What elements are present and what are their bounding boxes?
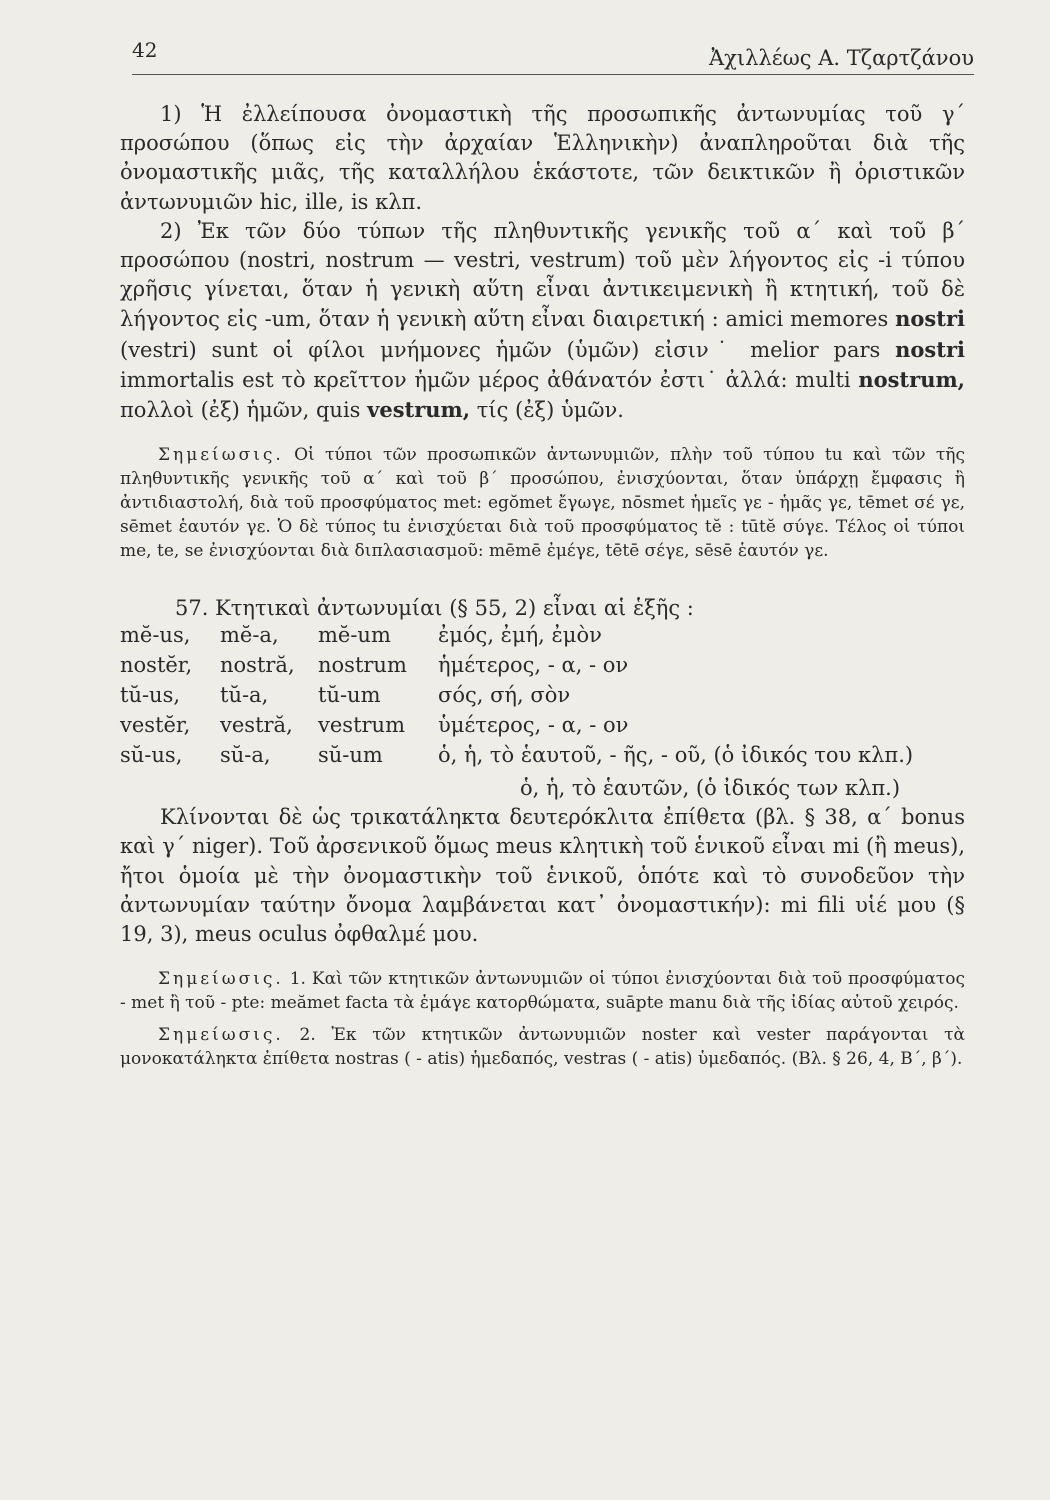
table-row xyxy=(120,743,913,773)
page-body xyxy=(120,100,965,1071)
greek-equivalent: ὑμέτερος, - α, - ον xyxy=(438,713,629,738)
masc-form: vestĕr, xyxy=(120,713,191,738)
section-57-heading: 57. Κτητικαὶ ἀντωνυμίαι (§ 55, 2) εἶναι αἱ ἑξῆς : xyxy=(175,596,694,621)
masc-form: tŭ-us, xyxy=(120,683,181,708)
fem-form: vestră, xyxy=(220,713,293,738)
paragraph-57-declension: Κλίνονται δὲ ὡς τρικατάληκτα δευτερόκλιτα ἐπίθετα (βλ. § 38, α΄ bonus καὶ γ΄ niger). Τοῦ ἀρσενικοῦ ὅμως meus κλητικὴ τοῦ ἑνικοῦ εἶναι mi (ἢ meus), ἤτοι ὁμοία μὲ τὴν ὀνομαστικὴν τοῦ ἑνικοῦ, ὁπότε καὶ τὸ συνοδεῦον τὴν ἀντωνυμίαν ταύτην ὄνομα λαμβάνεται κατ᾽ ὀνομαστικήν): mi fili υἱέ μου (§ 19, 3), meus oculus ὀφθαλμέ μου. xyxy=(120,805,965,947)
greek-equivalent: σός, σή, σὸν xyxy=(438,683,571,708)
note-2-label: Σημείωσις. xyxy=(158,969,284,990)
bold-nostri-2: nostri xyxy=(895,336,965,362)
paragraph-1: 1) Ἡ ἐλλείπουσα ὀνομαστικὴ τῆς προσωπικῆς ἀντωνυμίας τοῦ γ΄ προσώπου (ὅπως εἰς τὴν ἀρχαίαν Ἑλληνικὴν) ἀναπληροῦται διὰ τῆς ὀνομαστικῆς μιᾶς, τῆς καταλλήλου ἑκάστοτε, τῶν δεικτικῶν ἢ ὁριστικῶν ἀντωνυμιῶν hic, ille, is κλπ. xyxy=(120,102,965,214)
greek-equivalent: ἐμός, ἐμή, ἐμὸν xyxy=(438,623,602,648)
neut-form: tŭ-um xyxy=(318,683,381,708)
masc-form: mĕ-us, xyxy=(120,623,191,648)
table-row xyxy=(120,683,913,713)
note-2 xyxy=(120,967,965,1015)
note-1 xyxy=(120,443,965,563)
paragraph-2 xyxy=(120,217,965,425)
neut-form: vestrum xyxy=(318,713,405,738)
fem-form: sŭ-a, xyxy=(220,743,271,768)
paragraph-2-text-c: immortalis est τὸ κρεῖττον ἡμῶν μέρος ἀθάνατόν ἐστι˙ ἀλλά: multi xyxy=(120,367,859,392)
plural-reflexive-line: ὁ, ἡ, τὸ ἑαυτῶν, (ὁ ἰδικός των κλπ.) xyxy=(520,776,901,801)
neut-form: mĕ-um xyxy=(318,623,391,648)
greek-equivalent: ὁ, ἡ, τὸ ἑαυτοῦ, - ῆς, - οῦ, (ὁ ἰδικός του κλπ.) xyxy=(438,743,914,768)
fem-form: tŭ-a, xyxy=(220,683,269,708)
bold-nostri-1: nostri xyxy=(895,306,965,332)
fem-form: mĕ-a, xyxy=(220,623,279,648)
table-row xyxy=(120,623,913,653)
paragraph-2-text-a: 2) Ἐκ τῶν δύο τύπων τῆς πληθυντικῆς γενικῆς τοῦ α΄ καὶ τοῦ β΄ προσώπου (nostri, nostrum — vestri, vestrum) τοῦ μὲν λήγοντος εἰς -i τύπου χρῆσις γίνεται, ὅταν ἡ γενικὴ αὕτη εἶναι ἀντικειμενικὴ ἢ κτητική, τοῦ δὲ λήγοντος εἰς -um, ὅταν ἡ γενικὴ αὕτη εἶναι διαιρετική : amici memores xyxy=(120,218,965,332)
note-2-text: 1. Καὶ τῶν κτητικῶν ἀντωνυμιῶν οἱ τύποι ἐνισχύονται διὰ τοῦ προσφύματος - met ἢ τοῦ - pte: meămet facta τὰ ἐμάγε κατορθώματα, suāpte manu διὰ τῆς ἰδίας αὐτοῦ χειρός. xyxy=(120,969,965,1014)
paragraph-2-text-d: πολλοὶ (ἐξ) ἡμῶν, quis xyxy=(120,398,368,423)
header-rule xyxy=(132,74,974,75)
paragraph-2-text-e: τίς (ἐξ) ὑμῶν. xyxy=(470,398,624,423)
neut-form: sŭ-um xyxy=(318,743,383,768)
table-row xyxy=(120,653,913,683)
note-1-text: Οἱ τύποι τῶν προσωπικῶν ἀντωνυμιῶν, πλὴν τοῦ τύπου tu καὶ τῶν τῆς πληθυντικῆς γενικῆς τοῦ α΄ καὶ τοῦ β΄ προσώπου, ἐνισχύονται, ὅταν ὑπάρχῃ ἔμφασις ἢ ἀντιδιαστολή, διὰ τοῦ προσφύματος met: egŏmet ἔγωγε, nōsmet ἡμεῖς γε - ἡμᾶς γε, tēmet σέ γε, sēmet ἑαυτόν γε. Ὁ δὲ τύπος tu ἐνισχύεται διὰ τοῦ προσφύματος tĕ : tūtĕ σύγε. Τέλος οἱ τύποι me, te, se ἐνισχύονται διὰ διπλασιασμοῦ: mēmē ἐμέγε, tētē σέγε, sēsē ἑαυτόν γε. xyxy=(120,445,965,562)
note-3-label: Σημείωσις. xyxy=(158,1025,284,1046)
bold-nostrum: nostrum, xyxy=(858,366,965,392)
paragraph-2-text-b: (vestri) sunt οἱ φίλοι μνήμονες ἡμῶν (ὑμῶν) εἰσιν˙ melior pars xyxy=(120,337,896,362)
note-3 xyxy=(120,1023,965,1071)
page-header xyxy=(132,38,974,78)
greek-equivalent: ἡμέτερος, - α, - ον xyxy=(438,653,629,678)
running-head-author: Ἀχιλλέως Α. Τζαρτζάνου xyxy=(709,46,974,70)
note-1-label: Σημείωσις. xyxy=(158,445,284,466)
page-number: 42 xyxy=(132,38,158,62)
masc-form: sŭ-us, xyxy=(120,743,183,768)
possessive-pronoun-table xyxy=(120,623,913,773)
table-row xyxy=(120,713,913,743)
bold-vestrum: vestrum, xyxy=(367,397,471,423)
neut-form: nostrum xyxy=(318,653,407,678)
note-3-text: 2. Ἐκ τῶν κτητικῶν ἀντωνυμιῶν noster καὶ vester παράγονται τὰ μονοκατάληκτα ἐπίθετα nostras ( - atis) ἡμεδαπός, vestras ( - atis) ὑμεδαπός. (Βλ. § 26, 4, Β΄, β΄). xyxy=(120,1025,965,1070)
fem-form: nostră, xyxy=(220,653,295,678)
masc-form: nostĕr, xyxy=(120,653,193,678)
